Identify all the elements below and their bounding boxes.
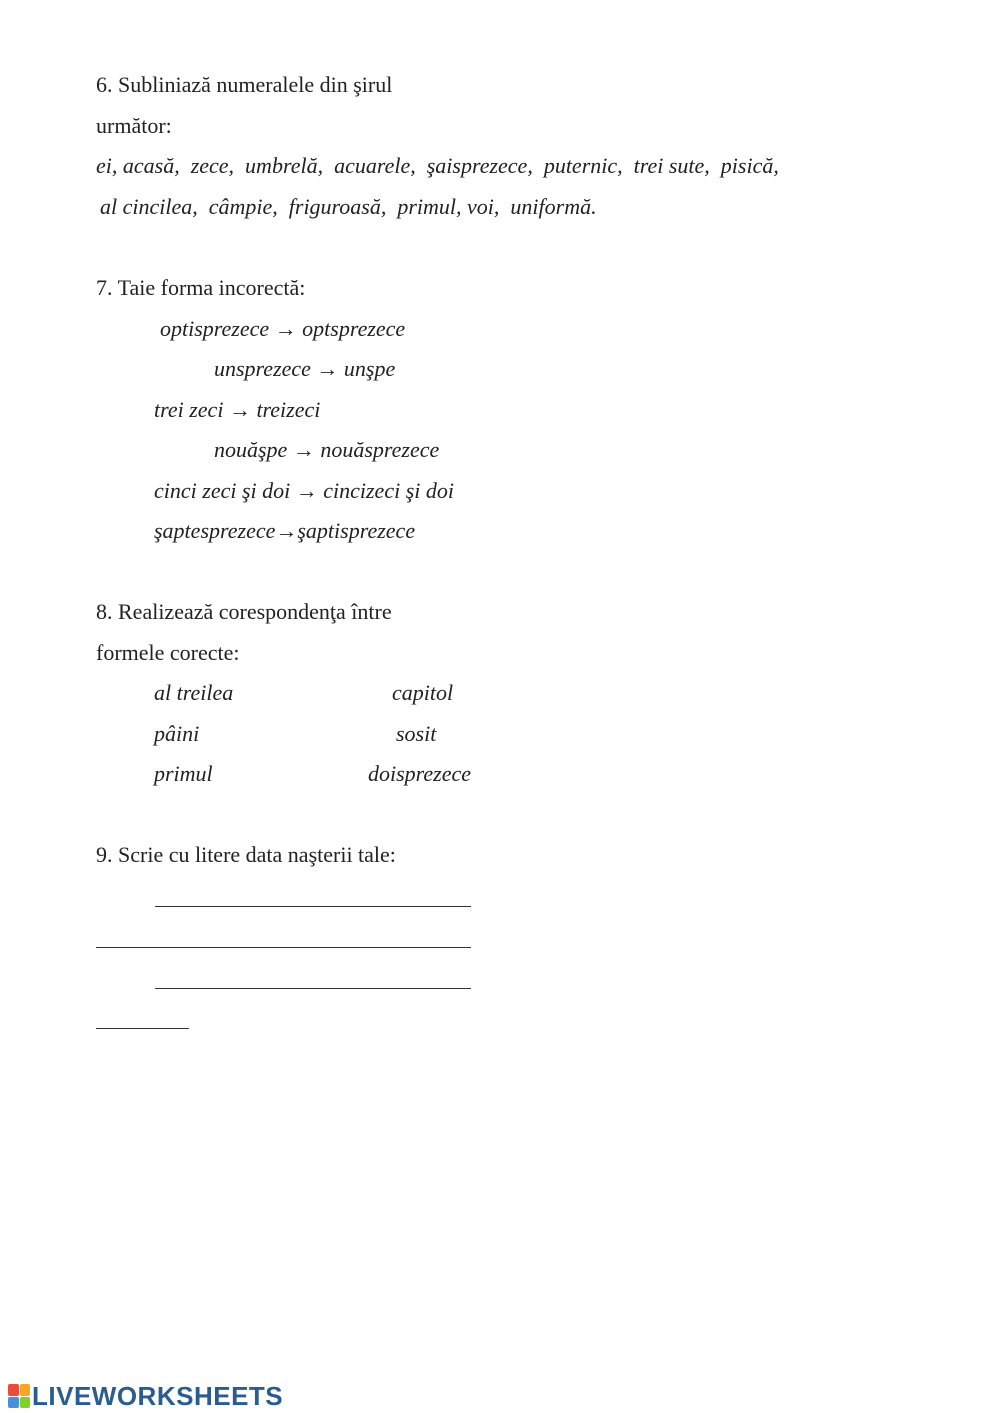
ex7-item: cinci zeci şi doi → cincizeci şi doi (154, 478, 454, 503)
ex7-item: optisprezece → optsprezece (160, 316, 406, 341)
answer-line[interactable] (155, 988, 471, 989)
ex7-title: 7. Taie forma incorectă: (96, 275, 306, 300)
answer-line[interactable] (96, 1028, 189, 1029)
logo-text: LIVEWORKSHEETS (32, 1380, 284, 1411)
ex6-words-line1: ei, acasă, zece, umbrelă, acuarele, şaisprezece, puternic, trei sute, pisică, (96, 153, 779, 178)
ex9-title: 9. Scrie cu litere data naşterii tale: (96, 842, 396, 867)
ex8-right-item[interactable]: sosit (396, 721, 437, 746)
ex6-title-line2: următor: (96, 113, 172, 138)
ex7-item: unsprezece → unşpe (214, 356, 396, 381)
ex8-right-item[interactable]: doisprezece (368, 761, 472, 786)
ex7-item: nouăşpe → nouăsprezece (214, 437, 440, 462)
ex8-title-line1: 8. Realizează corespondenţa între (96, 599, 392, 624)
answer-line[interactable] (96, 947, 471, 948)
ex8-left-item[interactable]: primul (154, 761, 213, 786)
ex8-right-item[interactable]: capitol (392, 680, 454, 705)
logo-square-red (8, 1384, 19, 1396)
ex6-title-line1: 6. Subliniază numeralele din şirul (96, 72, 393, 97)
ex7-item: trei zeci → treizeci (154, 397, 321, 422)
logo-square-orange (20, 1384, 31, 1396)
logo-square-blue (8, 1397, 19, 1409)
ex6-words-line2: al cincilea, câmpie, friguroasă, primul, voi, uniformă. (100, 194, 597, 219)
ex8-left-item[interactable]: al treilea (154, 680, 234, 705)
logo-square-green (20, 1397, 31, 1409)
liveworksheets-logo-icon (8, 1384, 30, 1408)
ex8-title-line2: formele corecte: (96, 640, 240, 665)
liveworksheets-logo[interactable] (8, 1381, 283, 1411)
ex7-item: şaptesprezece→şaptisprezece (154, 518, 416, 543)
answer-line[interactable] (155, 906, 471, 907)
ex8-left-item[interactable]: pâini (154, 721, 200, 746)
